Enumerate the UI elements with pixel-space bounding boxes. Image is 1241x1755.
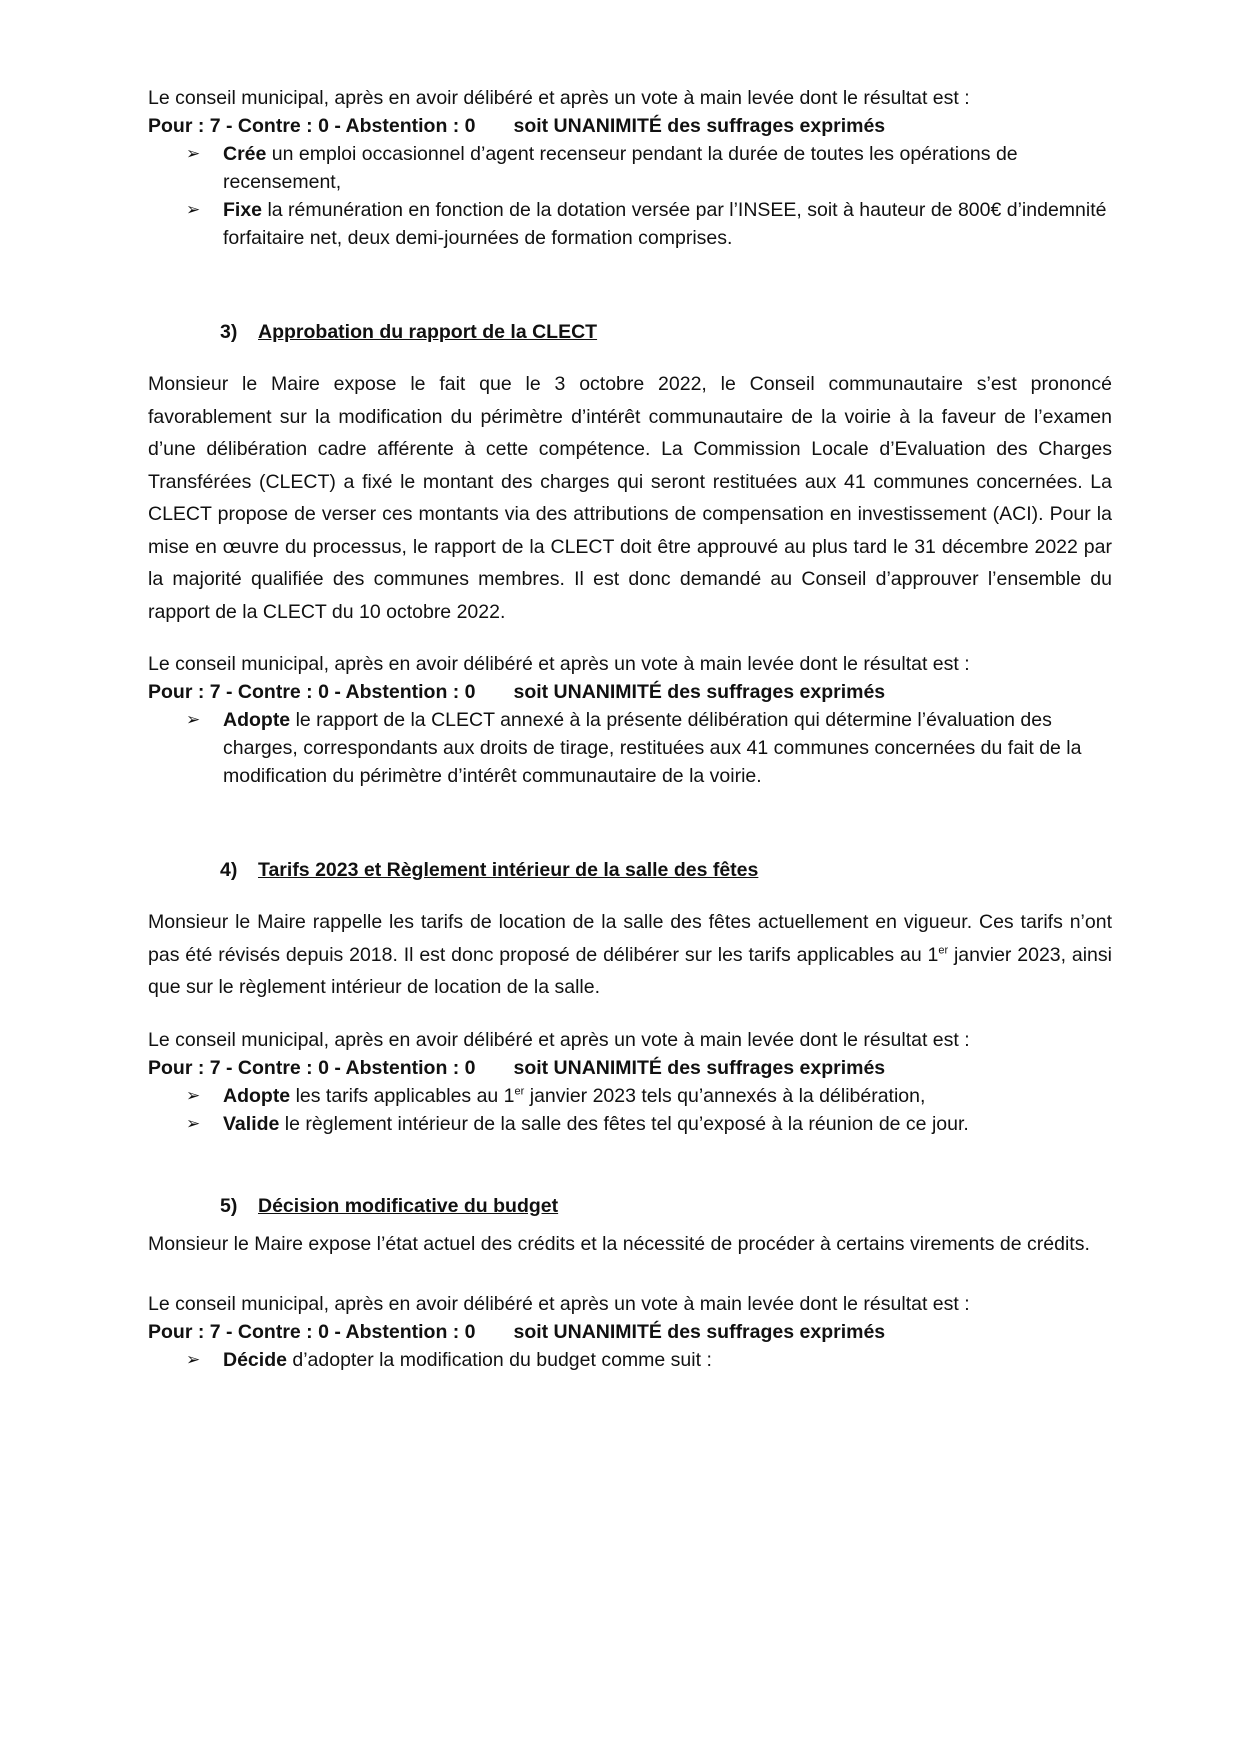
vote-unanimity: soit UNANIMITÉ des suffrages exprimés — [513, 115, 886, 137]
section-paragraph — [148, 906, 1112, 1004]
arrow-bullet-icon: ➢ — [186, 1350, 201, 1369]
arrow-bullet-icon: ➢ — [186, 200, 201, 219]
arrow-bullet-icon: ➢ — [186, 1113, 201, 1133]
decision-list — [148, 1082, 1112, 1138]
section-heading — [220, 1192, 1112, 1220]
vote-result-line — [148, 678, 1112, 706]
decision-list — [148, 140, 1112, 252]
decision-item — [148, 1110, 1112, 1138]
section-heading — [220, 856, 1112, 884]
paragraph-text: Monsieur le Maire rappelle les tarifs de location de la salle des fêtes actuellement en vigueur. Ces tarifs n’ont pas été révisés depuis 2018. Il est donc proposé de délibérer sur les tarifs applicables au 1 — [148, 911, 1112, 966]
decision-item — [148, 196, 1112, 252]
vote-result: Pour : 7 - Contre : 0 - Abstention : 0 — [148, 681, 476, 703]
vote-unanimity: soit UNANIMITÉ des suffrages exprimés — [513, 681, 886, 703]
ordinal-superscript: er — [514, 1085, 525, 1097]
section-heading — [220, 318, 1112, 346]
section-title: Approbation du rapport de la CLECT — [258, 321, 598, 343]
vote-result: Pour : 7 - Contre : 0 - Abstention : 0 — [148, 1321, 476, 1343]
decision-verb: Crée — [223, 143, 267, 165]
vote-intro: Le conseil municipal, après en avoir délibéré et après un vote à main levée dont le résultat est : — [148, 1028, 970, 1051]
section-paragraph: Monsieur le Maire expose l’état actuel des crédits et la nécessité de procéder à certains virements de crédits. — [148, 1232, 1090, 1255]
decision-list — [148, 706, 1112, 790]
vote-intro: Le conseil municipal, après en avoir délibéré et après un vote à main levée dont le résultat est : — [148, 653, 970, 675]
arrow-bullet-icon: ➢ — [186, 1085, 201, 1105]
section-title: Décision modificative du budget — [258, 1194, 559, 1217]
decision-text: le rapport de la CLECT annexé à la présente délibération qui détermine l’évaluation des charges, correspondants aux droits de tirage, restituées aux 41 communes concernées du fait de la modification du périmètre d’intérêt communautaire de la voirie. — [223, 709, 1082, 787]
decision-verb: Adopte — [223, 709, 291, 731]
decision-verb: Adopte — [223, 1084, 291, 1107]
decision-text: les tarifs applicables au 1 — [290, 1084, 515, 1107]
vote-intro: Le conseil municipal, après en avoir délibéré et après un vote à main levée dont le résultat est : — [148, 87, 970, 109]
document-page — [148, 84, 1112, 1374]
vote-unanimity: soit UNANIMITÉ des suffrages exprimés — [513, 1056, 886, 1079]
decision-text: d’adopter la modification du budget comme suit : — [286, 1349, 712, 1371]
decision-verb: Fixe — [223, 199, 263, 221]
decision-verb: Valide — [223, 1112, 280, 1135]
decision-verb: Décide — [223, 1349, 287, 1371]
arrow-bullet-icon: ➢ — [186, 144, 201, 163]
decision-item — [148, 140, 1112, 196]
decision-text: la rémunération en fonction de la dotation versée par l’INSEE, soit à hauteur de 800€ d’indemnité forfaitaire net, deux demi-journées de formation comprises. — [223, 199, 1107, 249]
paragraph-text: janvier 2023, ainsi que sur le règlement intérieur de location de la salle. — [148, 943, 1112, 998]
vote-result: Pour : 7 - Contre : 0 - Abstention : 0 — [148, 115, 476, 137]
vote-intro: Le conseil municipal, après en avoir délibéré et après un vote à main levée dont le résultat est : — [148, 1293, 970, 1315]
vote-result-line — [148, 112, 1112, 140]
section-number: 5) — [220, 1194, 238, 1217]
decision-item — [148, 1346, 1112, 1374]
vote-result-line — [148, 1318, 1112, 1346]
section-title: Tarifs 2023 et Règlement intérieur de la salle des fêtes — [258, 859, 759, 881]
decision-item — [148, 1082, 1112, 1110]
section-number: 3) — [220, 321, 238, 343]
decision-text: le règlement intérieur de la salle des fêtes tel qu’exposé à la réunion de ce jour. — [279, 1112, 969, 1135]
ordinal-superscript: er — [938, 944, 949, 956]
decision-list — [148, 1346, 1112, 1374]
decision-text: janvier 2023 tels qu’annexés à la délibération, — [524, 1084, 926, 1107]
vote-result: Pour : 7 - Contre : 0 - Abstention : 0 — [148, 1056, 476, 1079]
section-paragraph: Monsieur le Maire expose le fait que le 3 octobre 2022, le Conseil communautaire s’est prononcé favorablement sur la modification du périmètre d’intérêt communautaire de la voirie à la faveur de l’examen d’une délibération cadre afférente à cette compétence. La Commission Locale d’Evaluation des Charges Transférées (CLECT) a fixé le montant des charges qui seront restituées aux 41 communes concernées. La CLECT propose de verser ces montants via des attributions de compensation en investissement (ACI). Pour la mise en œuvre du processus, le rapport de la CLECT doit être approuvé au plus tard le 31 décembre 2022 par la majorité qualifiée des communes membres. Il est donc demandé au Conseil d’approuver l’ensemble du rapport de la CLECT du 10 octobre 2022. — [148, 373, 1112, 623]
arrow-bullet-icon: ➢ — [186, 710, 201, 729]
decision-item — [148, 706, 1112, 790]
decision-text: un emploi occasionnel d’agent recenseur pendant la durée de toutes les opérations de recensement, — [223, 143, 1018, 193]
section-number: 4) — [220, 859, 238, 881]
vote-result-line — [148, 1054, 1112, 1082]
vote-unanimity: soit UNANIMITÉ des suffrages exprimés — [513, 1321, 886, 1343]
